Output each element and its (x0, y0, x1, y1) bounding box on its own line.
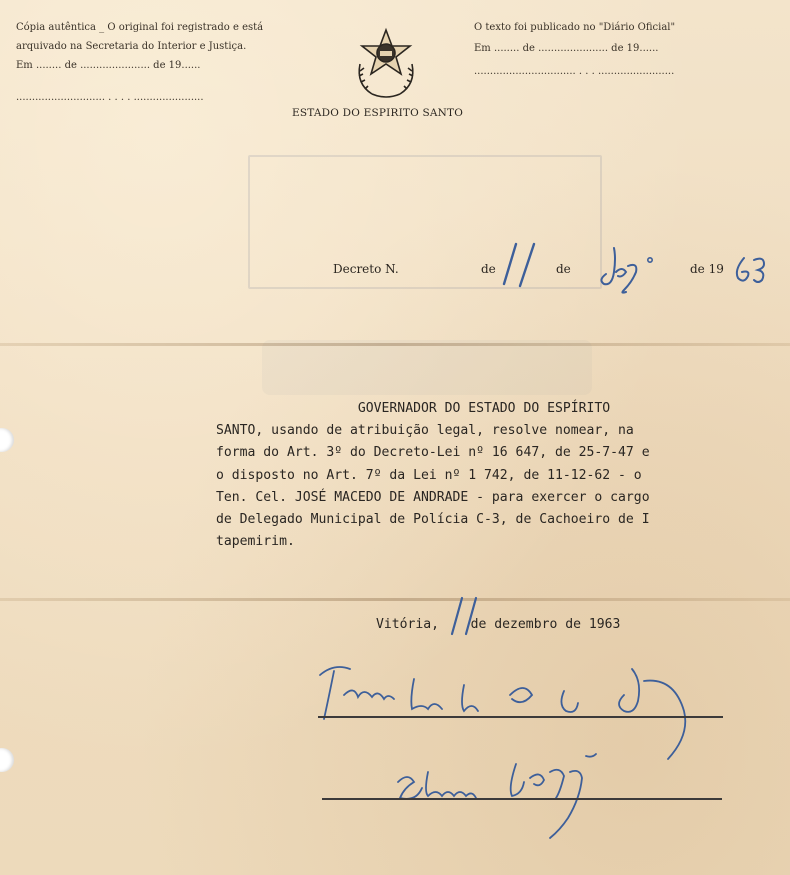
signature-line-bottom (322, 798, 722, 800)
decree-number-label: Decreto N. (333, 262, 399, 276)
body-line: Ten. Cel. JOSÉ MACEDO DE ANDRADE - para exercer o cargo (216, 489, 650, 505)
header-left-line: arquivado na Secretaria do Interior e Justiça. (16, 41, 247, 52)
handwritten-day-11 (500, 240, 550, 290)
body-line: tapemirim. (216, 534, 295, 550)
header-left-line: Cópia autêntica _ O original foi registrado e está (16, 22, 264, 33)
handwritten-closing-day-11 (448, 594, 488, 638)
decree-header-row (0, 262, 790, 282)
header-left-dots: ............................ . . . . ...................... (16, 92, 204, 103)
body-line: SANTO, usando de atribuição legal, resolve nomear, na (216, 423, 634, 439)
handwritten-month-dez (596, 244, 666, 294)
header-publication-note (474, 18, 774, 81)
handwritten-year-63 (732, 252, 772, 286)
decree-de-label: de (481, 262, 496, 276)
closing-date (376, 617, 620, 632)
header-registration-note (16, 18, 316, 75)
header-left-line: Em ........ de ...................... de 19...... (16, 60, 201, 71)
state-coat-of-arms-icon (350, 24, 422, 102)
body-line: de Delegado Municipal de Polícia C-3, de Cachoeiro de I (216, 512, 650, 528)
body-line: GOVERNADOR DO ESTADO DO ESPÍRITO (216, 401, 611, 416)
closing-place: Vitória, (376, 617, 440, 632)
state-name-heading: ESTADO DO ESPIRITO SANTO (292, 107, 464, 119)
punch-hole-top (0, 428, 14, 452)
decree-body (216, 398, 776, 553)
signature-line-top (318, 716, 723, 718)
paper-fold-bottom (0, 598, 790, 601)
header-right-line: O texto foi publicado no "Diário Oficial" (474, 22, 676, 33)
body-line: o disposto no Art. 7º da Lei nº 1 742, de 11-12-62 - o (216, 467, 642, 483)
secretary-signature (390, 752, 620, 852)
punch-hole-bottom (0, 748, 14, 772)
header-right-line: ................................ . . . ........................ (474, 66, 675, 77)
closing-date-rest: de dezembro de 1963 (470, 617, 621, 632)
decree-de-label: de (556, 262, 571, 276)
decree-year-label: de 19 (690, 262, 724, 276)
header-right-line: Em ........ de ...................... de 19...... (474, 43, 659, 54)
body-line: forma do Art. 3º do Decreto-Lei nº 16 647, de 25-7-47 e (216, 445, 650, 461)
ghost-stamp-smudge (262, 340, 592, 395)
